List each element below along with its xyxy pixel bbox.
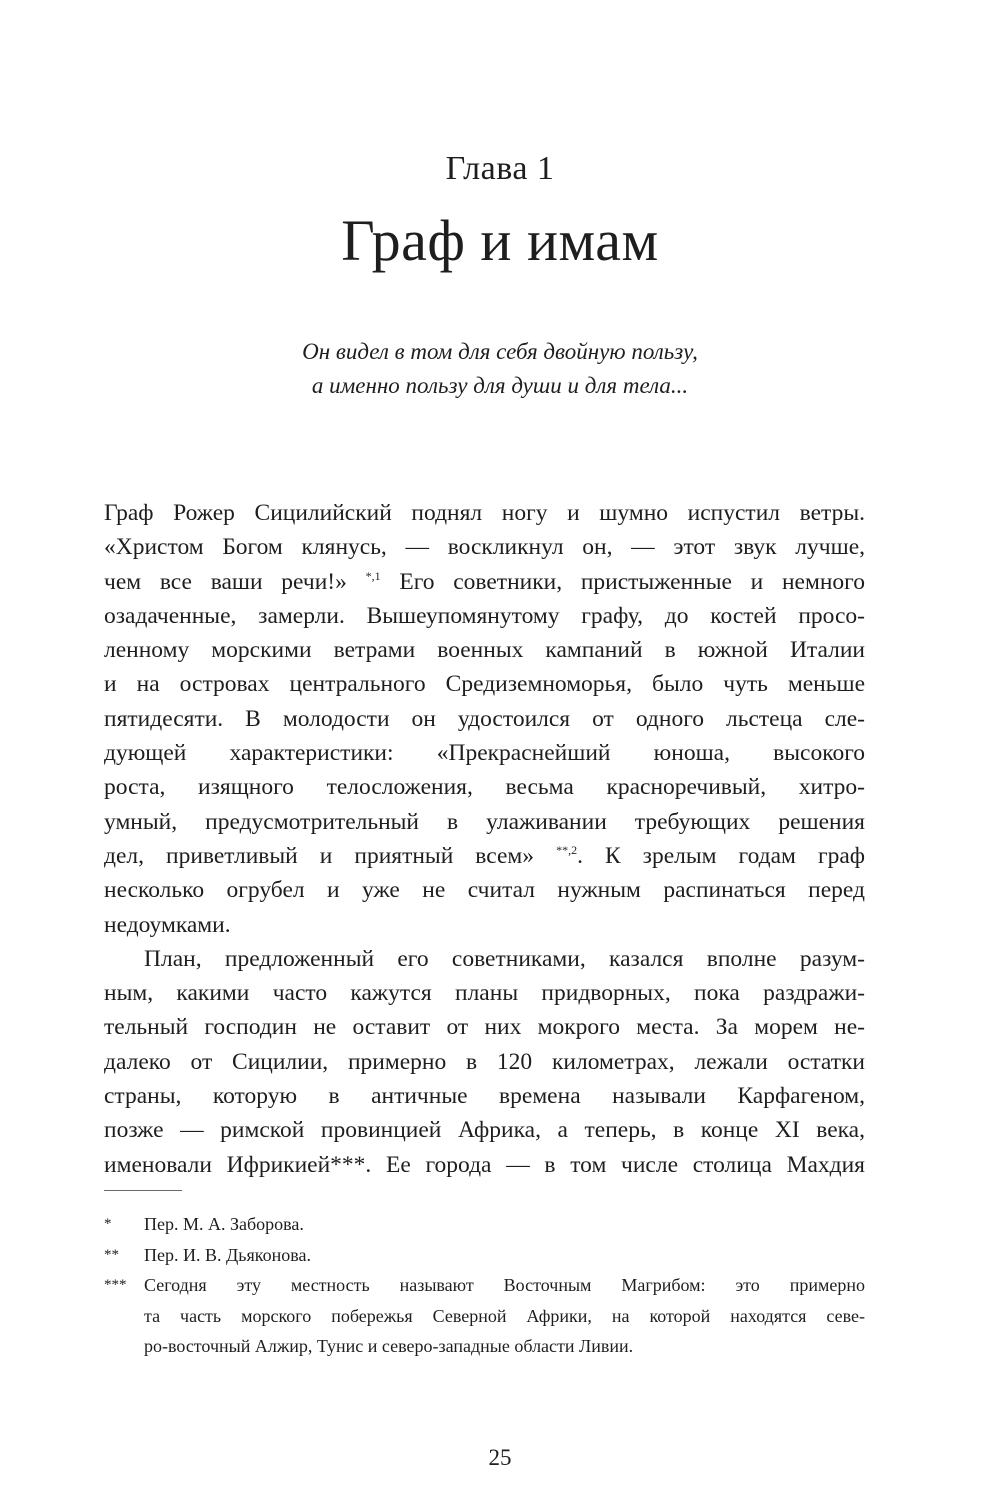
text-line: ным, какими часто кажутся планы придворных, пока раздражи-: [104, 980, 865, 1007]
footnote-mark: *: [104, 1216, 112, 1232]
footnote: [104, 1270, 865, 1362]
footnote-divider: [104, 1190, 182, 1191]
text-line: страны, которую в античные времена называли Карфагеном,: [104, 1083, 865, 1110]
text-line: умный, предусмотрительный в улаживании требующих решения: [104, 808, 865, 835]
text-line: далеко от Сицилии, примерно в 120 километрах, лежали остатки: [104, 1048, 865, 1075]
chapter-title: Граф и имам: [341, 208, 659, 273]
epigraph: [0, 335, 1000, 403]
text-segment: дел, приветливый и приятный всем»: [104, 842, 535, 869]
footnote-line: Сегодня эту местность называют Восточным Магрибом: это примерно: [144, 1275, 865, 1295]
text-line: и на островах центрального Средиземноморья, было чуть меньше: [104, 671, 865, 698]
text-line: План, предложенный его советниками, казался вполне разум-: [144, 945, 865, 972]
epigraph-line: а именно пользу для души и для тела...: [311, 373, 689, 398]
text-segment: . К зрелым годам граф: [577, 842, 865, 869]
text-line: именовали Ифрикией***. Ее города — в том числе столица Махдия: [104, 1151, 865, 1178]
text-line: несколько огрубел и уже не считал нужным распинаться перед: [104, 877, 865, 904]
text-line: [104, 839, 865, 873]
footnote-mark: **: [104, 1246, 119, 1263]
text-line: дующей характеристики: «Прекраснейший юноша, высокого: [104, 740, 865, 767]
footnote-line: Пер. И. В. Дьяконова.: [144, 1244, 311, 1265]
body-text: [104, 496, 865, 1182]
text-line: Граф Рожер Сицилийский поднял ногу и шумно испустил ветры.: [104, 500, 865, 526]
chapter-label: Глава 1: [445, 150, 555, 187]
text-segment: чем все ваши речи!»: [104, 568, 347, 595]
text-line: роста, изящного телосложения, весьма красноречивый, хитро-: [104, 774, 865, 801]
footnote-line: ро-восточный Алжир, Тунис и северо-западные области Ливии.: [144, 1336, 634, 1356]
paragraph: [104, 496, 865, 942]
text-line: пятидесяти. В молодости он удостоился от одного льстеца сле-: [104, 705, 865, 732]
text-line: позже — римской провинцией Африка, а теперь, в конце XI века,: [104, 1117, 865, 1144]
text-line: озадаченные, замерли. Вышеупомянутому графу, до костей просо-: [104, 602, 865, 629]
footnote: [104, 1209, 865, 1240]
footnote-ref: **,2: [556, 842, 578, 857]
paragraph: [104, 942, 865, 1182]
text-line: [104, 565, 865, 599]
text-line: «Христом Богом клянусь, — воскликнул он, — этот звук лучше,: [104, 534, 865, 561]
footnotes: [104, 1209, 865, 1362]
epigraph-line: Он видел в том для себя двойную пользу,: [302, 339, 698, 364]
text-segment: Его советники, пристыженные и немного: [399, 568, 865, 595]
footnote-mark: ***: [104, 1277, 127, 1293]
text-line: тельный господин не оставит от них мокрого места. За морем не-: [104, 1014, 865, 1041]
footnote: [104, 1240, 865, 1271]
footnote-ref: *,1: [365, 568, 381, 583]
text-line: недоумками.: [104, 911, 231, 938]
footnote-line: та часть морского побережья Северной Африки, на которой находятся севе-: [144, 1305, 865, 1326]
text-line: ленному морскими ветрами военных кампаний в южной Италии: [104, 637, 865, 664]
footnote-line: Пер. М. А. Заборова.: [144, 1214, 304, 1234]
page-number: 25: [488, 1445, 512, 1470]
